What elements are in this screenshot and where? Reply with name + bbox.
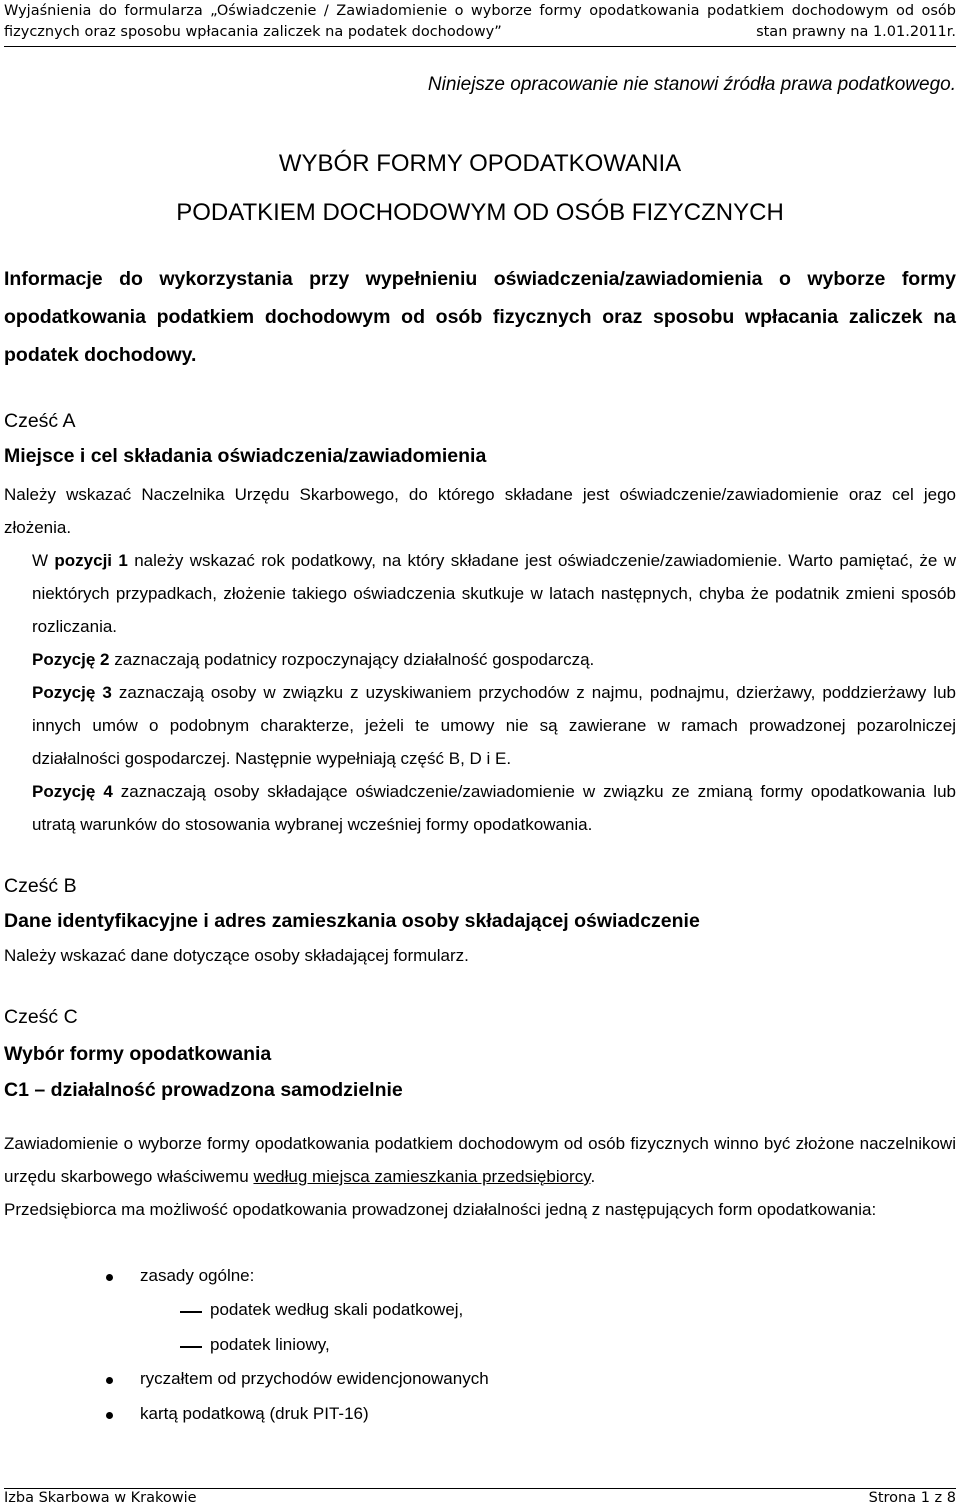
part-a-paragraph-5: Pozycję 4 zaznaczają osoby składające oświadczenie/zawiadomienie w związku ze zmianą formy opodatkowania lub utratą warunków do stosowania wybranej wcześniej formy opodatkowania. (32, 782, 956, 834)
part-b-heading: Cześć B (4, 875, 77, 897)
part-c-paragraph-1: Zawiadomienie o wyborze formy opodatkowania podatkiem dochodowym od osób fizycznych winno być złożone naczelnikowi urzędu skarbowego właściwemu według miejsca zamieszkania przedsiębiorcy. (4, 1134, 956, 1186)
part-c-paragraph-2: Przedsiębiorca ma możliwość opodatkowania prowadzonej działalności jedną z następujących form opodatkowania: (4, 1200, 877, 1219)
underlined-phrase: według miejsca zamieszkania przedsiębiorcy (253, 1167, 591, 1186)
bullet-icon (106, 1377, 113, 1384)
list-item-dash-1: podatek według skali podatkowej, (210, 1300, 463, 1320)
part-b-paragraph-1: Należy wskazać dane dotyczące osoby składającej formularz. (4, 946, 469, 965)
footer-page-number: Strona 1 z 8 (868, 1490, 956, 1506)
intro-paragraph: Informacje do wykorzystania przy wypełnieniu oświadczenia/zawiadomienia o wyborze formy opodatkowania podatkiem dochodowym od osób fizycznych oraz sposobu wpłacania zaliczek na podatek dochodowy. (4, 268, 956, 366)
list-item-bullet-1: zasady ogólne: (140, 1266, 254, 1286)
part-b-subheading: Dane identyfikacyjne i adres zamieszkania osoby składającej oświadczenie (4, 910, 700, 932)
dash-icon (180, 1311, 202, 1313)
disclaimer: Niniejsze opracowanie nie stanowi źródła prawa podatkowego. (427, 74, 956, 95)
header-legal-status: stan prawny na 1.01.2011r. (756, 24, 956, 40)
footer-office: Izba Skarbowa w Krakowie (4, 1490, 197, 1506)
part-a-paragraph-1: Należy wskazać Naczelnika Urzędu Skarbowego, do którego składane jest oświadczenie/zawiadomienie oraz cel jego złożenia. (4, 485, 956, 537)
header-line-1: Wyjaśnienia do formularza „Oświadczenie / Zawiadomienie o wyborze formy opodatkowania podatkiem dochodowym od osób (4, 3, 956, 19)
part-a-paragraph-3: Pozycję 2 zaznaczają podatnicy rozpoczynający działalność gospodarczą. (32, 650, 595, 669)
document-title-line-1: WYBÓR FORMY OPODATKOWANIA (278, 150, 682, 177)
part-c-heading: Cześć C (4, 1006, 78, 1028)
part-a-subheading: Miejsce i cel składania oświadczenia/zawiadomienia (4, 445, 487, 467)
part-a-heading: Cześć A (4, 410, 76, 432)
page-footer (4, 1488, 956, 1506)
list-item-bullet-3: kartą podatkową (druk PIT-16) (140, 1404, 369, 1424)
list-item-dash-2: podatek liniowy, (210, 1335, 330, 1355)
bullet-icon (106, 1412, 113, 1419)
part-c-subheading-2: C1 – działalność prowadzona samodzielnie (4, 1079, 403, 1101)
document-title-line-2: PODATKIEM DOCHODOWYM OD OSÓB FIZYCZNYCH (176, 199, 784, 226)
part-a-paragraph-4: Pozycję 3 zaznaczają osoby w związku z uzyskiwaniem przychodów z najmu, podnajmu, dzierżawy, poddzierżawy lub innych umów o podobnym charakterze, jeżeli te umowy nie są zawierane w ramach prowadzonej pozarolniczej działalności gospodarczej. Następnie wypełniają część B, D i E. (32, 683, 956, 768)
dash-icon (180, 1346, 202, 1348)
part-a-paragraph-2: W pozycji 1 należy wskazać rok podatkowy, na który składane jest oświadczenie/zawiadomienie. Warto pamiętać, że w niektórych przypadkach, złożenie takiego oświadczenia skutkuje w latach następnych, chyba że podatnik zmieni sposób rozliczania. (32, 551, 956, 636)
list-item-bullet-2: ryczałtem od przychodów ewidencjonowanych (140, 1369, 489, 1389)
part-c-subheading-1: Wybór formy opodatkowania (4, 1043, 272, 1065)
bullet-icon (106, 1274, 113, 1281)
header-line-2 (4, 22, 956, 43)
page-header (4, 1, 956, 47)
header-form-title-continued: fizycznych oraz sposobu wpłacania zaliczek na podatek dochodowy” (4, 24, 502, 40)
